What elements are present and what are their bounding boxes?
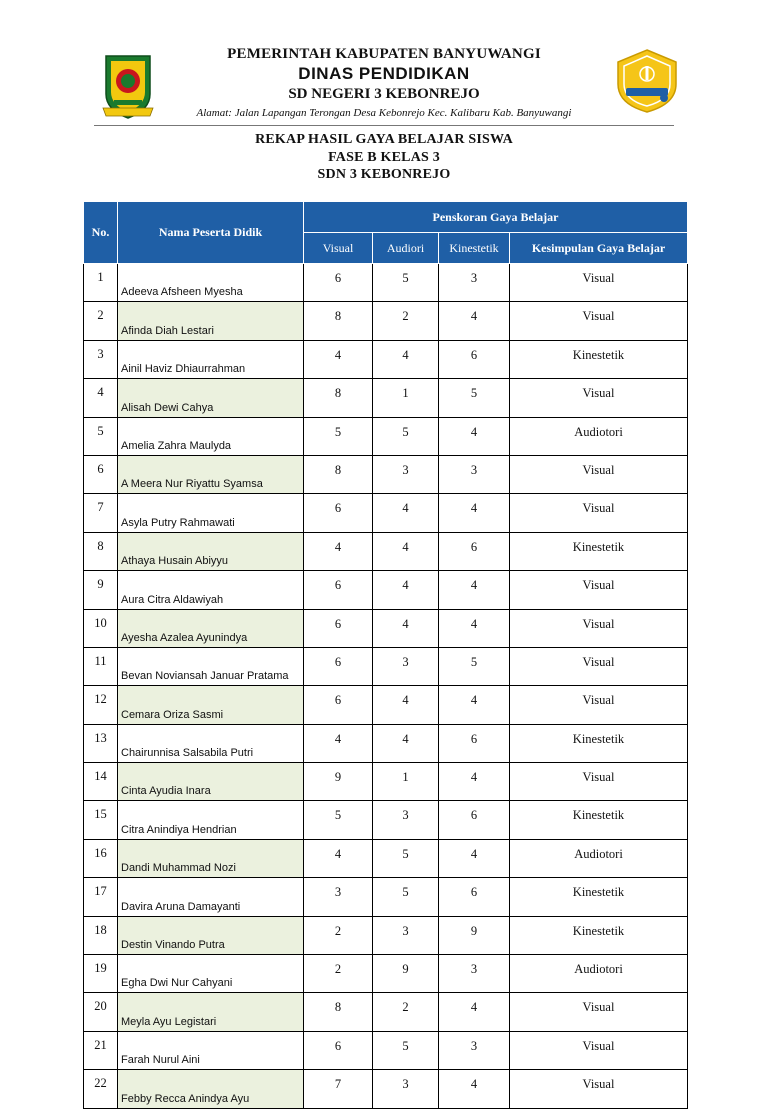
student-name: Bevan Noviansah Januar Pratama: [118, 647, 304, 685]
score-visual: 6: [304, 686, 373, 724]
score-kinestetik: 4: [439, 609, 510, 647]
row-number: 21: [84, 1031, 118, 1069]
score-kinestetik: 4: [439, 417, 510, 455]
table-row: [84, 839, 688, 877]
score-audiori: 3: [373, 455, 439, 493]
score-visual: 5: [304, 801, 373, 839]
learning-style-conclusion: Visual: [510, 1031, 688, 1069]
score-audiori: 3: [373, 647, 439, 685]
table-row: [84, 571, 688, 609]
score-visual: 7: [304, 1070, 373, 1108]
score-visual: 2: [304, 955, 373, 993]
score-audiori: 1: [373, 379, 439, 417]
score-visual: 8: [304, 455, 373, 493]
score-visual: 6: [304, 609, 373, 647]
row-number: 16: [84, 839, 118, 877]
score-audiori: 5: [373, 878, 439, 916]
score-kinestetik: 4: [439, 1070, 510, 1108]
banyuwangi-regency-logo-icon: [100, 50, 156, 120]
row-number: 8: [84, 532, 118, 570]
row-number: 2: [84, 302, 118, 340]
table-row: [84, 609, 688, 647]
score-visual: 6: [304, 1031, 373, 1069]
score-kinestetik: 6: [439, 532, 510, 570]
score-visual: 6: [304, 647, 373, 685]
score-kinestetik: 4: [439, 302, 510, 340]
learning-style-conclusion: Kinestetik: [510, 532, 688, 570]
score-audiori: 5: [373, 1031, 439, 1069]
header-kinestetik: Kinestetik: [439, 233, 510, 264]
student-name: Afinda Diah Lestari: [118, 302, 304, 340]
row-number: 22: [84, 1070, 118, 1108]
score-kinestetik: 5: [439, 379, 510, 417]
row-number: 18: [84, 916, 118, 954]
score-visual: 3: [304, 878, 373, 916]
row-number: 12: [84, 686, 118, 724]
table-row: [84, 417, 688, 455]
score-kinestetik: 3: [439, 955, 510, 993]
row-number: 10: [84, 609, 118, 647]
score-visual: 6: [304, 264, 373, 302]
table-row: [84, 686, 688, 724]
letterhead-divider: [94, 125, 674, 126]
student-name: Ainil Haviz Dhiaurrahman: [118, 340, 304, 378]
learning-style-conclusion: Visual: [510, 647, 688, 685]
learning-style-conclusion: Audiotori: [510, 955, 688, 993]
score-visual: 4: [304, 724, 373, 762]
row-number: 19: [84, 955, 118, 993]
student-name: Asyla Putry Rahmawati: [118, 494, 304, 532]
table-row: [84, 993, 688, 1031]
score-kinestetik: 6: [439, 878, 510, 916]
row-number: 1: [84, 264, 118, 302]
score-audiori: 3: [373, 916, 439, 954]
row-number: 3: [84, 340, 118, 378]
document-title: [0, 131, 768, 184]
letterhead: [94, 38, 674, 126]
table-row: [84, 302, 688, 340]
score-audiori: 5: [373, 417, 439, 455]
learning-style-conclusion: Kinestetik: [510, 801, 688, 839]
score-audiori: 1: [373, 763, 439, 801]
student-name: Aura Citra Aldawiyah: [118, 571, 304, 609]
row-number: 5: [84, 417, 118, 455]
score-visual: 6: [304, 571, 373, 609]
table-row: [84, 878, 688, 916]
learning-style-conclusion: Audiotori: [510, 839, 688, 877]
table-row: [84, 916, 688, 954]
row-number: 4: [84, 379, 118, 417]
title-line-2: FASE B KELAS 3: [328, 149, 440, 165]
score-kinestetik: 3: [439, 455, 510, 493]
learning-style-conclusion: Kinestetik: [510, 916, 688, 954]
score-audiori: 4: [373, 340, 439, 378]
student-name: Meyla Ayu Legistari: [118, 993, 304, 1031]
learning-style-conclusion: Kinestetik: [510, 340, 688, 378]
score-visual: 6: [304, 494, 373, 532]
government-name: PEMERINTAH KABUPATEN BANYUWANGI: [227, 46, 541, 62]
student-name: Davira Aruna Damayanti: [118, 878, 304, 916]
score-visual: 2: [304, 916, 373, 954]
learning-style-conclusion: Visual: [510, 1070, 688, 1108]
score-kinestetik: 4: [439, 686, 510, 724]
learning-style-conclusion: Visual: [510, 379, 688, 417]
learning-style-conclusion: Visual: [510, 609, 688, 647]
score-visual: 5: [304, 417, 373, 455]
row-number: 17: [84, 878, 118, 916]
student-name: Dandi Muhammad Nozi: [118, 839, 304, 877]
table-row: [84, 1031, 688, 1069]
table-row: [84, 340, 688, 378]
score-visual: 4: [304, 532, 373, 570]
score-kinestetik: 4: [439, 763, 510, 801]
row-number: 6: [84, 455, 118, 493]
score-kinestetik: 6: [439, 801, 510, 839]
student-name: Egha Dwi Nur Cahyani: [118, 955, 304, 993]
table-row: [84, 455, 688, 493]
header-visual: Visual: [304, 233, 373, 264]
student-name: Cemara Oriza Sasmi: [118, 686, 304, 724]
table-row: [84, 494, 688, 532]
score-kinestetik: 4: [439, 839, 510, 877]
letterhead-text: [154, 44, 614, 121]
learning-style-conclusion: Audiotori: [510, 417, 688, 455]
table-row: [84, 1070, 688, 1108]
learning-style-conclusion: Visual: [510, 763, 688, 801]
learning-style-conclusion: Visual: [510, 302, 688, 340]
table-row: [84, 763, 688, 801]
table-row: [84, 801, 688, 839]
row-number: 7: [84, 494, 118, 532]
score-audiori: 5: [373, 264, 439, 302]
student-name: Chairunnisa Salsabila Putri: [118, 724, 304, 762]
header-no: No.: [84, 202, 118, 264]
score-kinestetik: 3: [439, 1031, 510, 1069]
header-name: Nama Peserta Didik: [118, 202, 304, 264]
table-row: [84, 264, 688, 302]
student-name: Adeeva Afsheen Myesha: [118, 264, 304, 302]
learning-style-conclusion: Visual: [510, 455, 688, 493]
agency-name: DINAS PENDIDIKAN: [298, 64, 470, 83]
score-visual: 9: [304, 763, 373, 801]
learning-style-conclusion: Visual: [510, 494, 688, 532]
table-row: [84, 724, 688, 762]
school-name: SD NEGERI 3 KEBONREJO: [288, 86, 480, 102]
student-name: Farah Nurul Aini: [118, 1031, 304, 1069]
learning-style-conclusion: Kinestetik: [510, 724, 688, 762]
learning-style-conclusion: Visual: [510, 571, 688, 609]
score-kinestetik: 9: [439, 916, 510, 954]
score-kinestetik: 4: [439, 993, 510, 1031]
header-score-group: Penskoran Gaya Belajar: [304, 202, 688, 233]
score-audiori: 3: [373, 1070, 439, 1108]
score-kinestetik: 6: [439, 340, 510, 378]
student-name: Citra Anindiya Hendrian: [118, 801, 304, 839]
student-name: Athaya Husain Abiyyu: [118, 532, 304, 570]
score-audiori: 9: [373, 955, 439, 993]
learning-style-conclusion: Visual: [510, 686, 688, 724]
header-audiori: Audiori: [373, 233, 439, 264]
score-audiori: 4: [373, 571, 439, 609]
score-kinestetik: 4: [439, 494, 510, 532]
row-number: 14: [84, 763, 118, 801]
score-visual: 8: [304, 379, 373, 417]
row-number: 20: [84, 993, 118, 1031]
student-name: Destin Vinando Putra: [118, 916, 304, 954]
score-visual: 4: [304, 340, 373, 378]
title-line-3: SDN 3 KEBONREJO: [317, 167, 451, 182]
learning-style-conclusion: Visual: [510, 993, 688, 1031]
table-row: [84, 532, 688, 570]
title-line-1: REKAP HASIL GAYA BELAJAR SISWA: [255, 132, 513, 147]
table-body: [84, 264, 688, 1109]
score-audiori: 4: [373, 494, 439, 532]
table-row: [84, 955, 688, 993]
school-address: Alamat: Jalan Lapangan Terongan Desa Kebonrejo Kec. Kalibaru Kab. Banyuwangi: [196, 107, 572, 119]
header-kesimpulan: Kesimpulan Gaya Belajar: [510, 233, 688, 264]
student-name: Amelia Zahra Maulyda: [118, 417, 304, 455]
score-audiori: 4: [373, 532, 439, 570]
score-audiori: 4: [373, 609, 439, 647]
student-name: Ayesha Azalea Ayunindya: [118, 609, 304, 647]
score-audiori: 2: [373, 302, 439, 340]
score-audiori: 4: [373, 686, 439, 724]
score-audiori: 4: [373, 724, 439, 762]
row-number: 13: [84, 724, 118, 762]
score-kinestetik: 5: [439, 647, 510, 685]
student-name: A Meera Nur Riyattu Syamsa: [118, 455, 304, 493]
score-audiori: 5: [373, 839, 439, 877]
row-number: 15: [84, 801, 118, 839]
student-name: Febby Recca Anindya Ayu: [118, 1070, 304, 1108]
score-visual: 8: [304, 302, 373, 340]
score-kinestetik: 6: [439, 724, 510, 762]
learning-style-conclusion: Kinestetik: [510, 878, 688, 916]
table-row: [84, 647, 688, 685]
score-audiori: 3: [373, 801, 439, 839]
score-visual: 8: [304, 993, 373, 1031]
student-name: Cinta Ayudia Inara: [118, 763, 304, 801]
school-badge-logo-icon: [614, 48, 680, 114]
score-kinestetik: 4: [439, 571, 510, 609]
learning-style-conclusion: Visual: [510, 264, 688, 302]
learning-style-table: [83, 201, 688, 1109]
row-number: 11: [84, 647, 118, 685]
score-visual: 4: [304, 839, 373, 877]
row-number: 9: [84, 571, 118, 609]
score-audiori: 2: [373, 993, 439, 1031]
table-row: [84, 379, 688, 417]
score-kinestetik: 3: [439, 264, 510, 302]
student-name: Alisah Dewi Cahya: [118, 379, 304, 417]
